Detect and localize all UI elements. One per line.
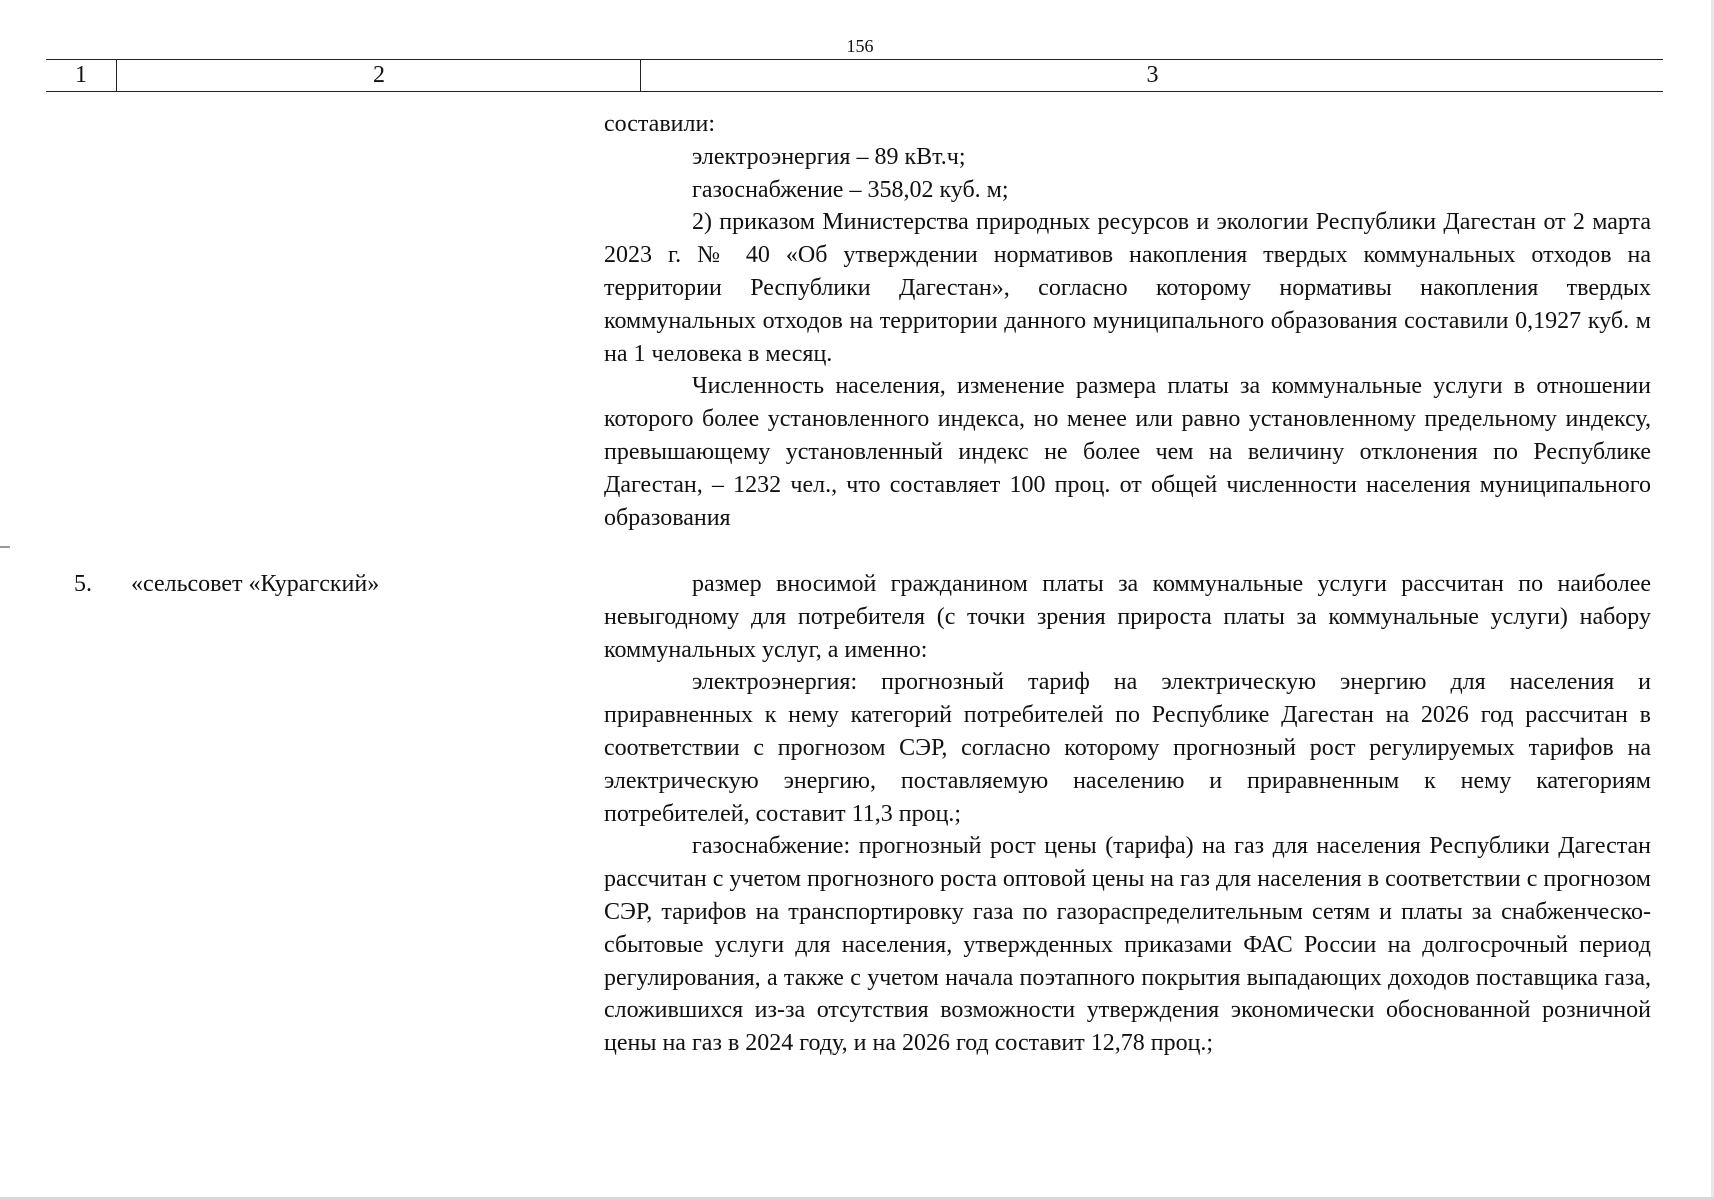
row-5-paragraph: размер вносимой гражданином платы за коммунальные услуги рассчитан по наиболее невыгодному для потребителя (с точки зрения прироста платы за коммунальные услуги) набору коммунальных услуг, а именно: [604, 571, 1651, 663]
continuation-paragraph: 2) приказом Министерства природных ресурсов и экологии Республики Дагестан от 2 марта 2023 г. № 40 «Об утверждении нормативов накопления твердых коммунальных отходов на территории Республики Дагестан», согласно которому нормативы накопления твердых коммунальных отходов на территории данного муниципального образования составили 0,1927 куб. м на 1 человека в месяц. [604, 209, 1651, 367]
scan-left-edge-mark [0, 546, 10, 548]
table-header-col-2: 2 [116, 60, 641, 91]
row-5-number: 5. [74, 571, 92, 597]
continuation-paragraph: электроэнергия – 89 кВт.ч; [692, 143, 966, 170]
continuation-paragraph: Численность населения, изменение размера платы за коммунальные услуги в отношении которого более установленного индекса, но менее или равно установленному предельному индексу, превышающему установленный индекс не более чем на величину отклонения по Республике Дагестан, – 1232 чел., что составляет 100 проц. от общей численности населения муниципального образования [604, 373, 1651, 531]
table-header-row [46, 59, 1663, 92]
table-header-col-3: 3 [640, 60, 1664, 91]
row-5-municipality-name: «сельсовет «Курагский» [131, 571, 380, 597]
continuation-text [604, 108, 1651, 534]
continuation-paragraph: составили: [604, 111, 715, 137]
row-5-paragraph: электроэнергия: прогнозный тариф на электрическую энергию для населения и приравненных к нему категорий потребителей по Республике Дагестан на 2026 год рассчитан в соответствии с прогнозом СЭР, согласно которому прогнозный рост регулируемых тарифов на электрическую энергию, поставляемую населению и приравненным к нему категориям потребителей, составит 11,3 проц.; [604, 669, 1651, 827]
page-number: 156 [846, 36, 874, 56]
table-header-col-1: 1 [75, 62, 87, 88]
row-5-paragraph: газоснабжение: прогнозный рост цены (тарифа) на газ для населения Республики Дагестан рассчитан с учетом прогнозного роста оптовой цены на газ для населения в соответствии с прогнозом СЭР, тарифов на транспортировку газа по газораспределительным сетям и платы за снабженческо-сбытовые услуги для населения, утвержденных приказами ФАС России на долгосрочный период регулирования, а также с учетом начала поэтапного покрытия выпадающих доходов поставщика газа, сложившихся из-за отсутствия возможности утверждения экономически обоснованной розничной цены на газ в 2024 году, и на 2026 год составит 12,78 проц.; [604, 833, 1651, 1057]
row-5-text [604, 568, 1651, 1060]
continuation-paragraph: газоснабжение – 358,02 куб. м; [692, 176, 1009, 203]
